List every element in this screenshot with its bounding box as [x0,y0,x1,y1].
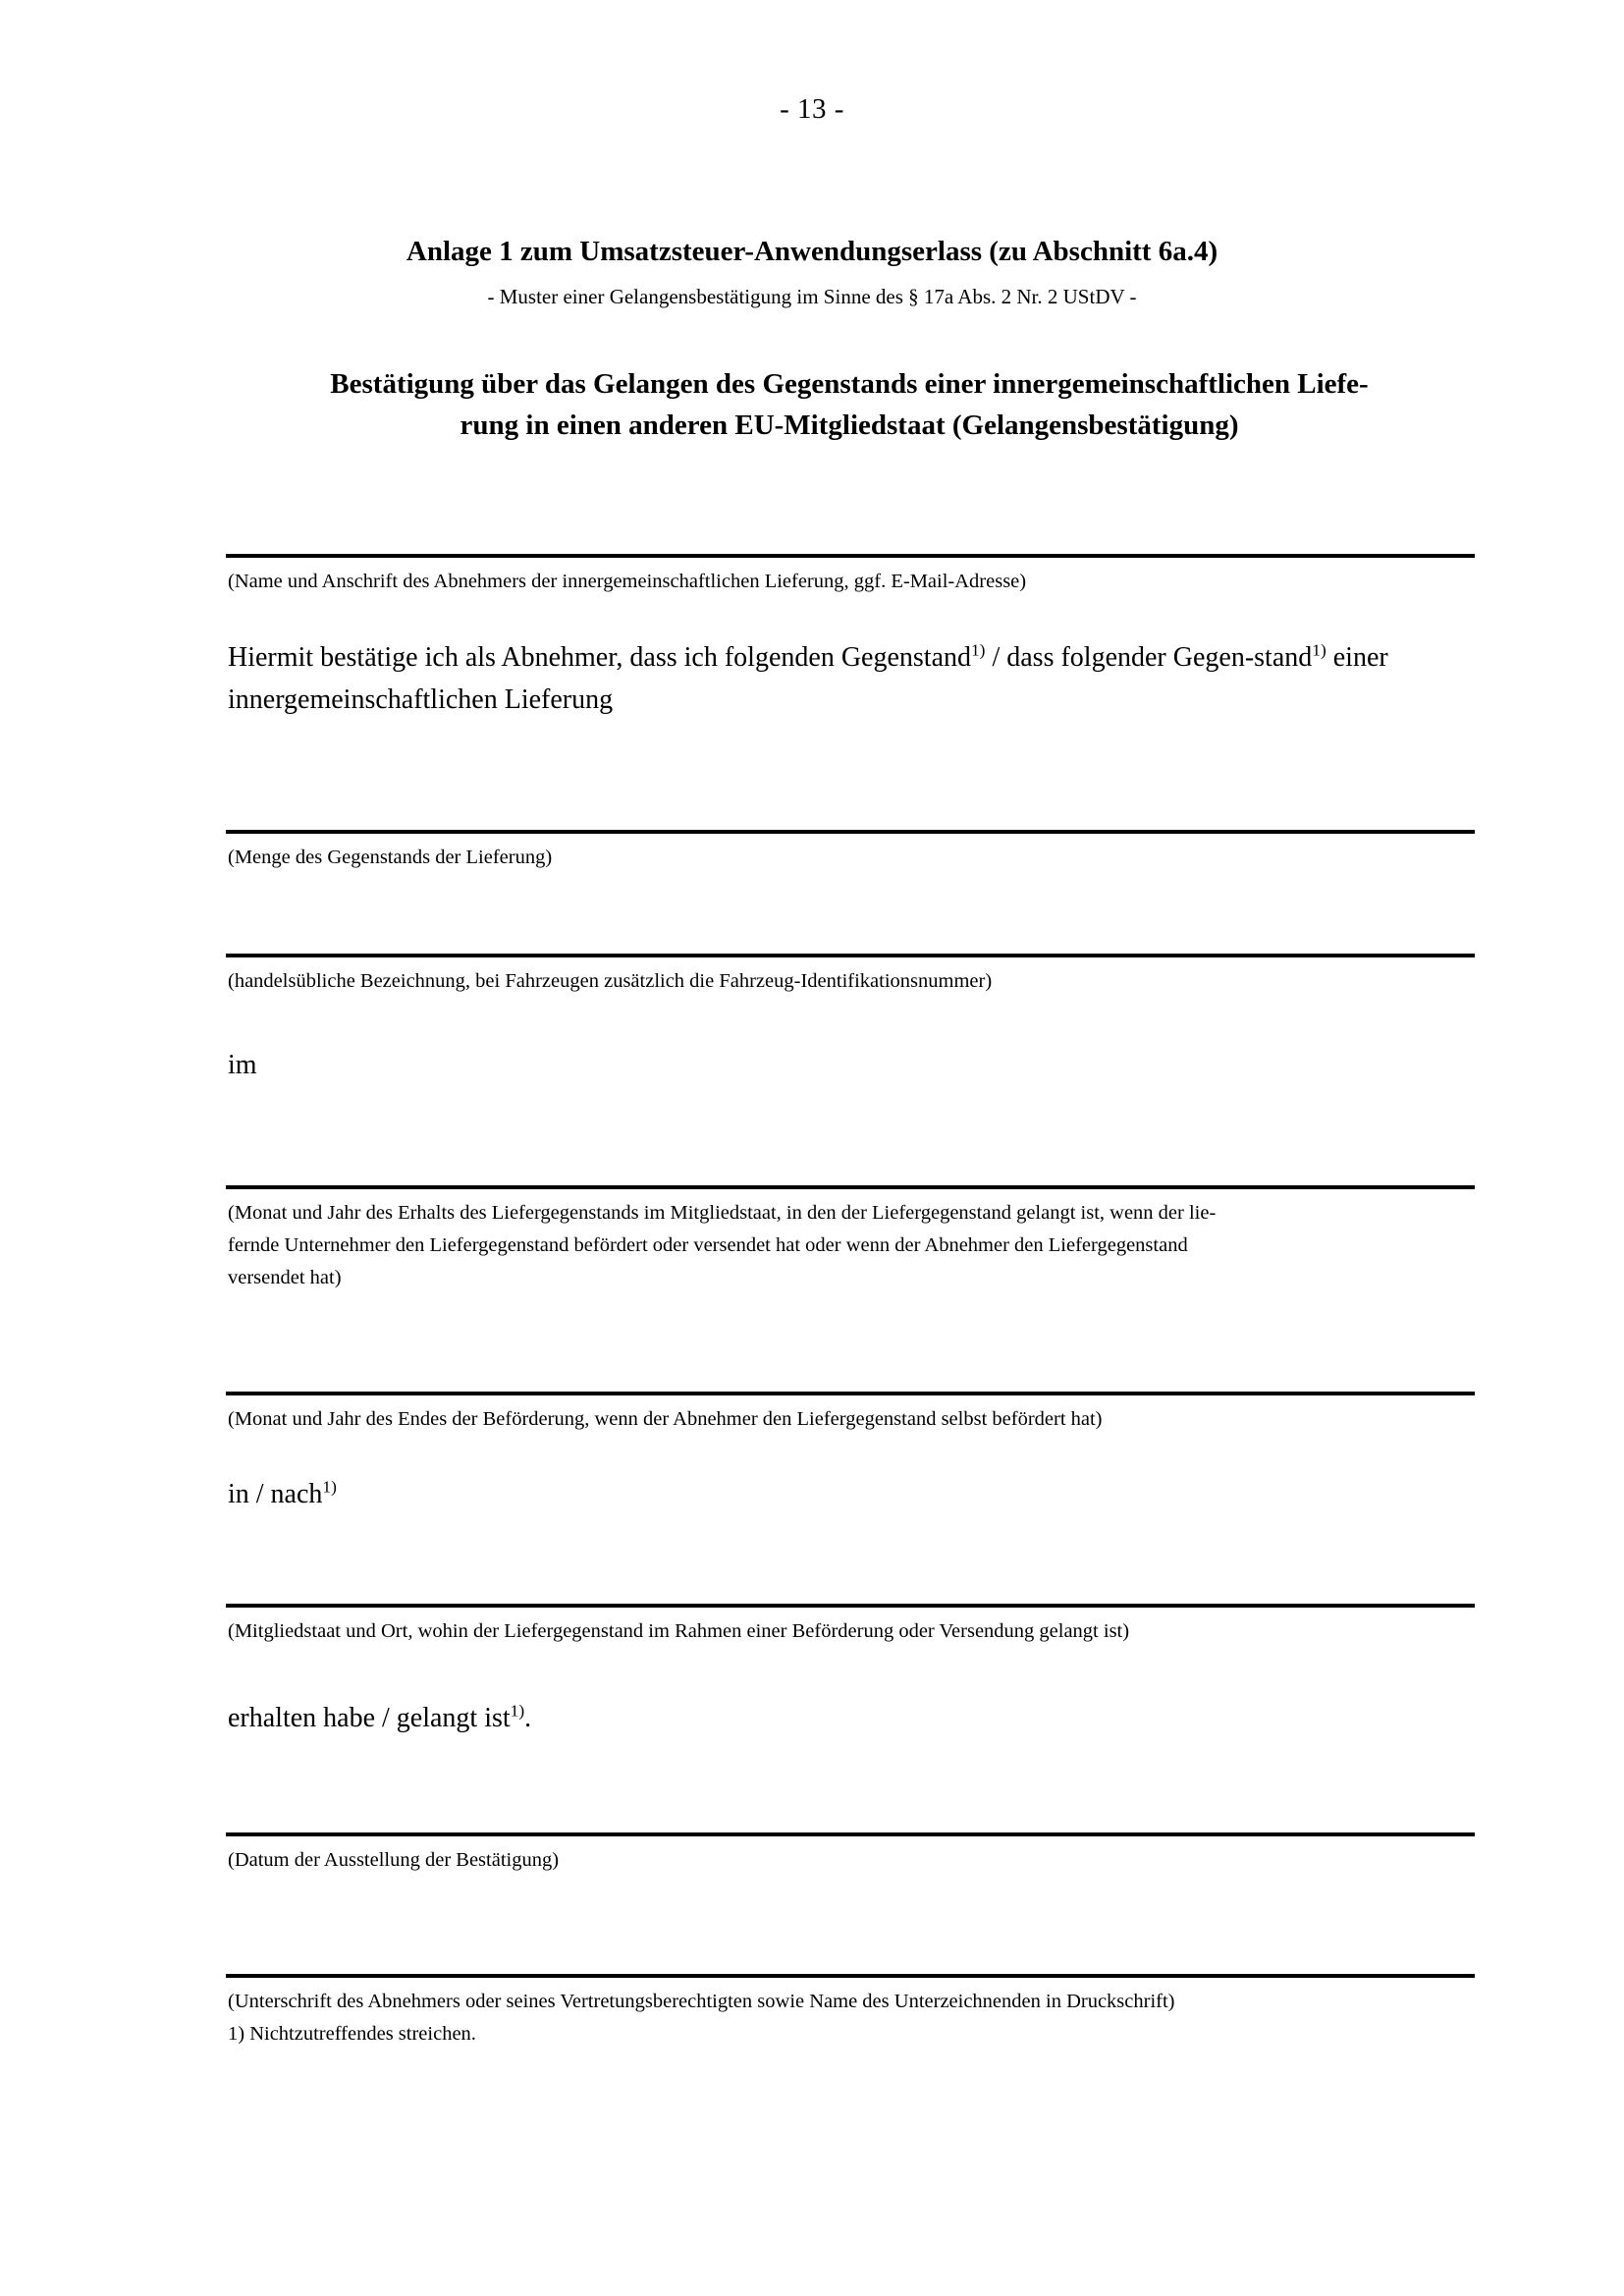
document-title: Anlage 1 zum Umsatzsteuer-Anwendungserlass (zu Abschnitt 6a.4) [406,236,1218,267]
body-text-im: im [228,1050,257,1080]
caption-monat-erhalt-line-2: fernde Unternehmer den Liefergegenstand befördert oder versendet hat oder wenn der Abnehmer den Liefergegenstand [228,1234,1188,1257]
caption-menge: (Menge des Gegenstands der Lieferung) [228,847,553,868]
form-rule-datum [226,1832,1475,1836]
body-paragraph-confirmation [228,636,1494,722]
body-text-erhalten-habe [228,1697,1494,1739]
footnote-text: 1) Nichtzutreffendes streichen. [228,2023,476,2045]
caption-abnehmer: (Name und Anschrift des Abnehmers der innergemeinschaftlichen Lieferung, ggf. E-Mail-Adresse) [228,571,1027,592]
caption-unterschrift: (Unterschrift des Abnehmers oder seines Vertretungsberechtigten sowie Name des Unterzeichnenden in Druckschrift) [228,1991,1175,2012]
form-rule-mitgliedstaat-ort [226,1604,1475,1608]
footnote-marker-4: 1) [510,1701,525,1721]
form-rule-abnehmer [226,554,1475,558]
footnote-marker-3: 1) [322,1477,337,1497]
form-rule-bezeichnung [226,954,1475,957]
form-rule-monat-ende [226,1392,1475,1395]
footnote-marker-1: 1) [971,640,986,660]
body-text-in-nach [228,1473,1494,1515]
page-number: - 13 - [780,93,844,125]
document-subtitle: - Muster einer Gelangensbestätigung im Sinne des § 17a Abs. 2 Nr. 2 UStDV - [487,285,1137,308]
caption-monat-ende: (Monat und Jahr des Endes der Beförderung, wenn der Abnehmer den Liefergegenstand selbst befördert hat) [228,1408,1103,1430]
form-rule-unterschrift [226,1974,1475,1978]
caption-monat-erhalt [228,1197,1485,1295]
page-title [245,363,1453,446]
caption-datum: (Datum der Ausstellung der Bestätigung) [228,1849,560,1871]
caption-bezeichnung: (handelsübliche Bezeichnung, bei Fahrzeugen zusätzlich die Fahrzeug-Identifikationsnummer) [228,970,993,992]
in-nach-text: in / nach [228,1479,323,1509]
heading-line-1: Bestätigung über das Gelangen des Gegenstands einer innergemeinschaftlichen Liefe- [330,368,1369,400]
confirm-text-part-1: Hiermit bestätige ich als Abnehmer, dass ich folgenden Gegenstand [228,642,971,673]
heading-line-2: rung in einen anderen EU-Mitgliedstaat (Gelangensbestätigung) [460,410,1239,442]
form-rule-menge [226,830,1475,834]
form-rule-monat-erhalt [226,1185,1475,1189]
caption-mitgliedstaat-ort: (Mitgliedstaat und Ort, wohin der Liefergegenstand im Rahmen einer Beförderung oder Versendung gelangt ist) [228,1620,1130,1642]
erhalten-habe-text: erhalten habe / gelangt ist [228,1703,511,1733]
caption-monat-erhalt-line-3: versendet hat) [228,1267,342,1289]
confirm-text-part-4: einer innergemeinschaftlichen Lieferung [228,642,1388,716]
erhalten-habe-period: . [524,1703,532,1733]
footnote-marker-2: 1) [1312,640,1326,660]
caption-monat-erhalt-line-1: (Monat und Jahr des Erhalts des Liefergegenstands im Mitgliedstaat, in den der Liefergegenstand gelangt ist, wenn der lie- [228,1202,1217,1224]
confirm-text-part-3: stand [1254,642,1313,673]
confirm-text-part-2: / dass folgender Gegen- [985,642,1255,673]
